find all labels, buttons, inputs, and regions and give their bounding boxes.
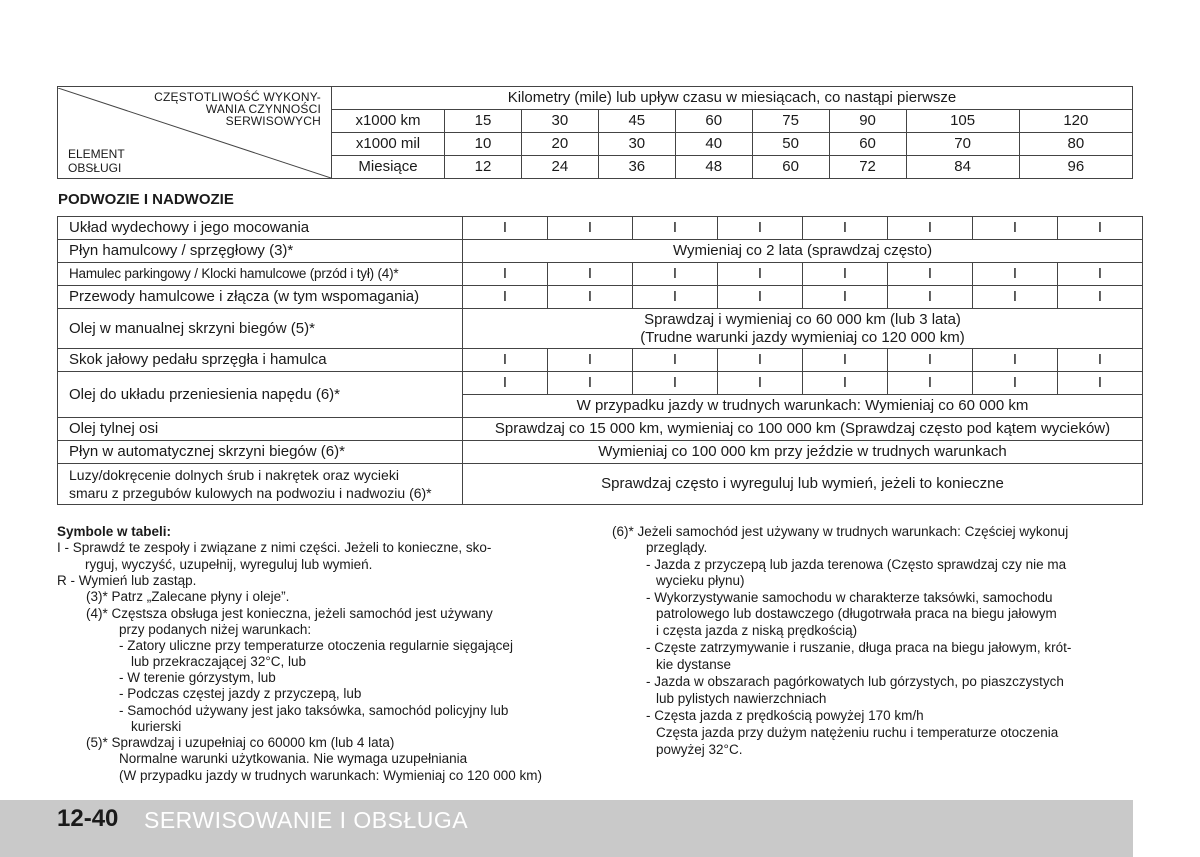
note-line: (5)* Sprawdzaj i uzupełniaj co 60000 km (lub 4 lata) — [86, 735, 395, 750]
item-label: Olej tylnej osi — [58, 418, 463, 441]
note-line: (4)* Częstsza obsługa jest konieczna, jeżeli samochód jest używany — [86, 606, 493, 621]
mark-cell: I — [718, 217, 803, 240]
miles-value: 50 — [752, 133, 829, 156]
mark-cell: I — [718, 286, 803, 309]
maintenance-table — [57, 216, 1143, 505]
miles-value: 10 — [445, 133, 522, 156]
corner-top-line: CZĘSTOTLIWOŚĆ WYKONY- — [154, 89, 321, 104]
item-label: Płyn hamulcowy / sprzęgłowy (3)* — [58, 240, 463, 263]
item-label-line: smaru z przegubów kulowych na podwoziu i nadwoziu (6)* — [69, 485, 432, 501]
km-value: 120 — [1019, 110, 1132, 133]
mark-cell: I — [463, 217, 548, 240]
miles-value: 20 — [521, 133, 598, 156]
note-line: - Częste zatrzymywanie i ruszanie, długa praca na biegu jałowym, krót- — [646, 640, 1072, 655]
mark-cell: I — [463, 349, 548, 372]
symbols-heading: Symbole w tabeli: — [57, 524, 172, 539]
note-line: (3)* Patrz „Zalecane płyny i oleje”. — [86, 589, 290, 604]
mark-cell: I — [548, 372, 633, 395]
element-heading — [68, 147, 125, 175]
mark-cell: I — [548, 217, 633, 240]
mark-cell: I — [633, 286, 718, 309]
section-title: PODWOZIE I NADWOZIE — [58, 191, 234, 208]
span-instruction — [463, 309, 1143, 349]
note-line: I - Sprawdź te zespoły i związane z nimi części. Jeżeli to konieczne, sko- — [57, 540, 492, 555]
interval-span-title: Kilometry (mile) lub upływ czasu w miesiącach, co nastąpi pierwsze — [332, 87, 1133, 110]
note-line: ryguj, wyczyść, uzupełnij, wyreguluj lub wymień. — [85, 557, 373, 572]
table-row — [58, 464, 1143, 505]
km-value: 75 — [752, 110, 829, 133]
row-label: x1000 mil — [332, 133, 445, 156]
span-instruction: Wymieniaj co 2 lata (sprawdzaj często) — [463, 240, 1143, 263]
span-instruction: Sprawdzaj co 15 000 km, wymieniaj co 100 000 km (Sprawdzaj często pod kątem wycieków) — [463, 418, 1143, 441]
note-line: - Wykorzystywanie samochodu w charakterze taksówki, samochodu — [646, 590, 1053, 605]
corner-top-line: SERWISOWYCH — [225, 113, 321, 128]
item-label: Hamulec parkingowy / Klocki hamulcowe (przód i tył) (4)* — [58, 263, 463, 286]
months-value: 12 — [445, 156, 522, 179]
note-line: - W terenie górzystym, lub — [119, 670, 276, 685]
item-label: Olej w manualnej skrzyni biegów (5)* — [58, 309, 463, 349]
note-line: wycieku płynu) — [656, 573, 745, 588]
span-line: Sprawdzaj i wymieniaj co 60 000 km (lub 3 lata) — [644, 310, 961, 328]
item-label: Płyn w automatycznej skrzyni biegów (6)* — [58, 441, 463, 464]
item-label-line: Luzy/dokręcenie dolnych śrub i nakrętek oraz wycieki — [69, 467, 399, 483]
frequency-heading — [154, 91, 321, 127]
note-line: przeglądy. — [646, 540, 708, 555]
mark-cell: I — [803, 349, 888, 372]
note-line: (6)* Jeżeli samochód jest używany w trudnych warunkach: Częściej wykonuj — [612, 524, 1069, 539]
mark-cell: I — [888, 349, 973, 372]
page-number: 12-40 — [57, 805, 119, 832]
mark-cell: I — [633, 372, 718, 395]
miles-value: 60 — [829, 133, 906, 156]
note-line: lub przekraczającej 32°C, lub — [131, 654, 306, 669]
km-value: 60 — [675, 110, 752, 133]
km-value: 90 — [829, 110, 906, 133]
mark-cell: I — [888, 286, 973, 309]
mark-cell: I — [803, 263, 888, 286]
mark-cell: I — [888, 372, 973, 395]
mark-cell: I — [803, 286, 888, 309]
mark-cell: I — [973, 217, 1058, 240]
miles-value: 30 — [598, 133, 675, 156]
item-label: Olej do układu przeniesienia napędu (6)* — [58, 372, 463, 418]
note-line: kie dystanse — [656, 657, 732, 672]
mark-cell: I — [548, 349, 633, 372]
note-line: - Częsta jazda z prędkością powyżej 170 km/h — [646, 708, 924, 723]
note-line: R - Wymień lub zastąp. — [57, 573, 197, 588]
mark-cell: I — [463, 286, 548, 309]
miles-value: 70 — [906, 133, 1019, 156]
note-line: Normalne warunki użytkowania. Nie wymaga uzupełniania — [119, 751, 468, 766]
mark-cell: I — [548, 286, 633, 309]
mark-cell: I — [633, 349, 718, 372]
mark-cell: I — [463, 372, 548, 395]
mark-cell: I — [1058, 349, 1143, 372]
corner-top-line: WANIA CZYNNOŚCI — [205, 101, 321, 116]
note-line: - Jazda w obszarach pagórkowatych lub górzystych, po piaszczystych — [646, 674, 1064, 689]
miles-value: 40 — [675, 133, 752, 156]
mark-cell: I — [548, 263, 633, 286]
table-row — [58, 372, 1143, 395]
note-line: - Samochód używany jest jako taksówka, samochód policyjny lub — [119, 703, 509, 718]
note-line: przy podanych niżej warunkach: — [119, 622, 312, 637]
mark-cell: I — [633, 217, 718, 240]
miles-value: 80 — [1019, 133, 1132, 156]
mark-cell: I — [973, 372, 1058, 395]
mark-cell: I — [888, 263, 973, 286]
table-row — [58, 286, 1143, 309]
mark-cell: I — [803, 217, 888, 240]
note-line: kurierski — [131, 719, 182, 734]
months-value: 60 — [752, 156, 829, 179]
mark-cell: I — [1058, 217, 1143, 240]
table-row — [58, 217, 1143, 240]
interval-header-table — [57, 86, 1133, 179]
mark-cell: I — [463, 263, 548, 286]
table-row — [58, 418, 1143, 441]
note-line: - Jazda z przyczepą lub jazda terenowa (Często sprawdzaj czy nie ma — [646, 557, 1067, 572]
span-instruction: Wymieniaj co 100 000 km przy jeździe w trudnych warunkach — [463, 441, 1143, 464]
months-value: 96 — [1019, 156, 1132, 179]
note-line: i częsta jazda z niską prędkością) — [656, 623, 858, 638]
months-value: 48 — [675, 156, 752, 179]
chapter-title: SERWISOWANIE I OBSŁUGA — [144, 807, 469, 833]
note-line: powyżej 32°C. — [656, 742, 743, 757]
mark-cell: I — [1058, 263, 1143, 286]
km-value: 15 — [445, 110, 522, 133]
corner-bottom-line: ELEMENT — [68, 146, 125, 161]
mark-cell: I — [1058, 372, 1143, 395]
note-line: patrolowego lub dostawczego (długotrwała praca na biegu jałowym — [656, 606, 1057, 621]
mark-cell: I — [973, 349, 1058, 372]
km-value: 30 — [521, 110, 598, 133]
months-value: 72 — [829, 156, 906, 179]
corner-bottom-line: OBSŁUGI — [68, 160, 122, 175]
mark-cell: I — [973, 286, 1058, 309]
mark-cell: I — [718, 349, 803, 372]
note-line: - Zatory uliczne przy temperaturze otoczenia regularnie sięgającej — [119, 638, 513, 653]
km-value: 45 — [598, 110, 675, 133]
table-row — [58, 263, 1143, 286]
months-value: 24 — [521, 156, 598, 179]
table-row — [58, 309, 1143, 349]
table-row — [58, 441, 1143, 464]
mark-cell: I — [718, 263, 803, 286]
row-label: Miesiące — [332, 156, 445, 179]
item-label: Skok jałowy pedału sprzęgła i hamulca — [58, 349, 463, 372]
span-instruction: W przypadku jazdy w trudnych warunkach: Wymieniaj co 60 000 km — [463, 395, 1143, 418]
note-line: - Podczas częstej jazdy z przyczepą, lub — [119, 686, 362, 701]
item-label: Układ wydechowy i jego mocowania — [58, 217, 463, 240]
mark-cell: I — [888, 217, 973, 240]
note-line: Częsta jazda przy dużym natężeniu ruchu i temperaturze otoczenia — [656, 725, 1059, 740]
span-line: (Trudne warunki jazdy wymieniaj co 120 000 km) — [640, 328, 965, 346]
table-row — [58, 349, 1143, 372]
months-value: 36 — [598, 156, 675, 179]
span-instruction: Sprawdzaj często i wyreguluj lub wymień, jeżeli to konieczne — [463, 464, 1143, 505]
mark-cell: I — [973, 263, 1058, 286]
item-label: Przewody hamulcowe i złącza (w tym wspomagania) — [58, 286, 463, 309]
mark-cell: I — [633, 263, 718, 286]
mark-cell: I — [1058, 286, 1143, 309]
months-value: 84 — [906, 156, 1019, 179]
note-line: (W przypadku jazdy w trudnych warunkach: Wymieniaj co 120 000 km) — [119, 768, 543, 783]
km-value: 105 — [906, 110, 1019, 133]
note-line: lub pylistych nawierzchniach — [656, 691, 827, 706]
row-label: x1000 km — [332, 110, 445, 133]
item-label — [58, 464, 463, 505]
mark-cell: I — [803, 372, 888, 395]
mark-cell: I — [718, 372, 803, 395]
header-corner-cell — [58, 87, 332, 179]
table-row — [58, 240, 1143, 263]
